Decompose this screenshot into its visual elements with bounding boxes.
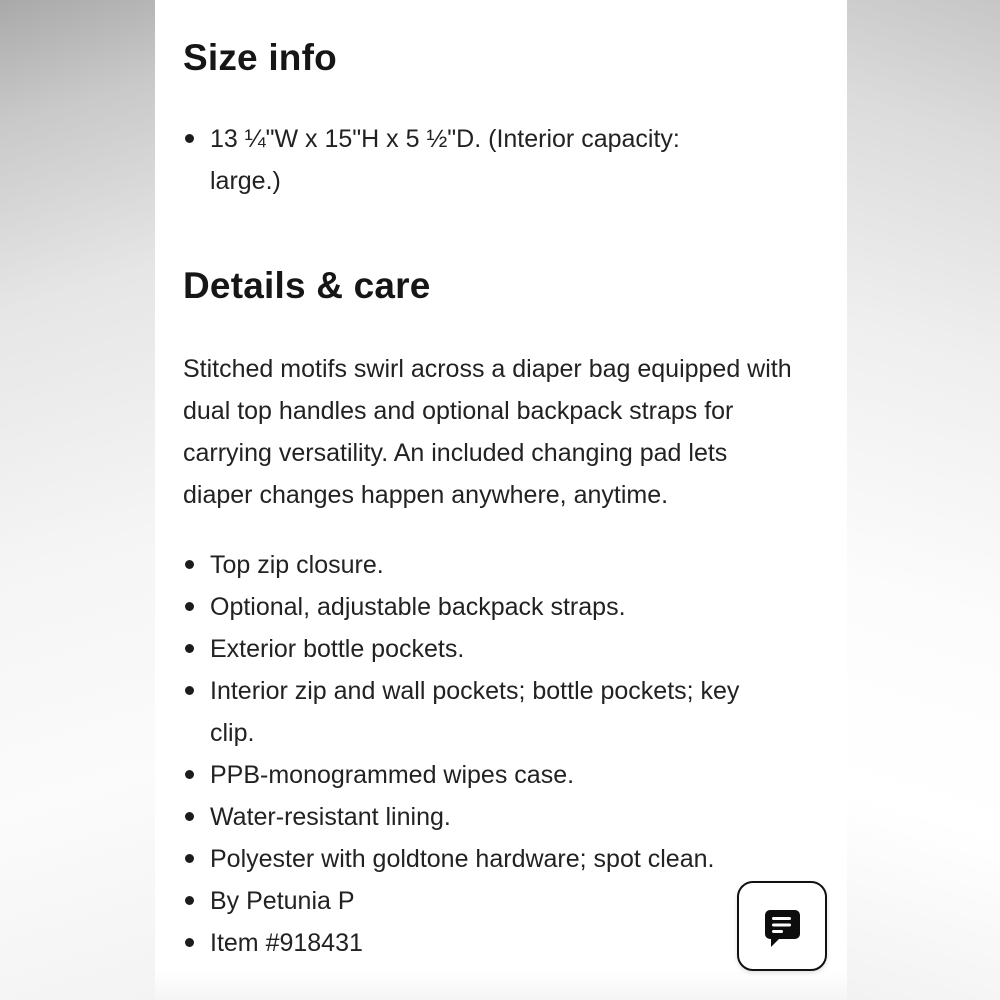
list-item: Polyester with goldtone hardware; spot clean. <box>183 838 773 880</box>
chat-button[interactable] <box>737 881 827 971</box>
list-item: Top zip closure. <box>183 544 773 586</box>
chat-bubble-icon <box>759 903 805 949</box>
list-item: Item #918431 <box>183 922 773 964</box>
size-info-heading: Size info <box>183 37 337 78</box>
details-care-heading: Details & care <box>183 265 431 306</box>
list-item: Water-resistant lining. <box>183 796 773 838</box>
product-description-card <box>155 0 847 1000</box>
list-item: Optional, adjustable backpack straps. <box>183 586 773 628</box>
list-item: By Petunia P <box>183 880 773 922</box>
list-item: PPB-monogrammed wipes case. <box>183 754 773 796</box>
details-care-list <box>183 544 801 964</box>
left-margin-gradient <box>0 0 155 1000</box>
list-item: Exterior bottle pockets. <box>183 628 773 670</box>
details-care-paragraph: Stitched motifs swirl across a diaper bag equipped with dual top handles and optional backpack straps for carrying versatility. An included changing pad lets diaper changes happen anywhere, anytime. <box>183 355 792 509</box>
size-info-list <box>183 118 801 202</box>
right-margin-gradient <box>847 0 1000 1000</box>
list-item: 13 ¼"W x 15"H x 5 ½"D. (Interior capacity: large.) <box>183 118 723 202</box>
list-item: Interior zip and wall pockets; bottle pockets; key clip. <box>183 670 773 754</box>
